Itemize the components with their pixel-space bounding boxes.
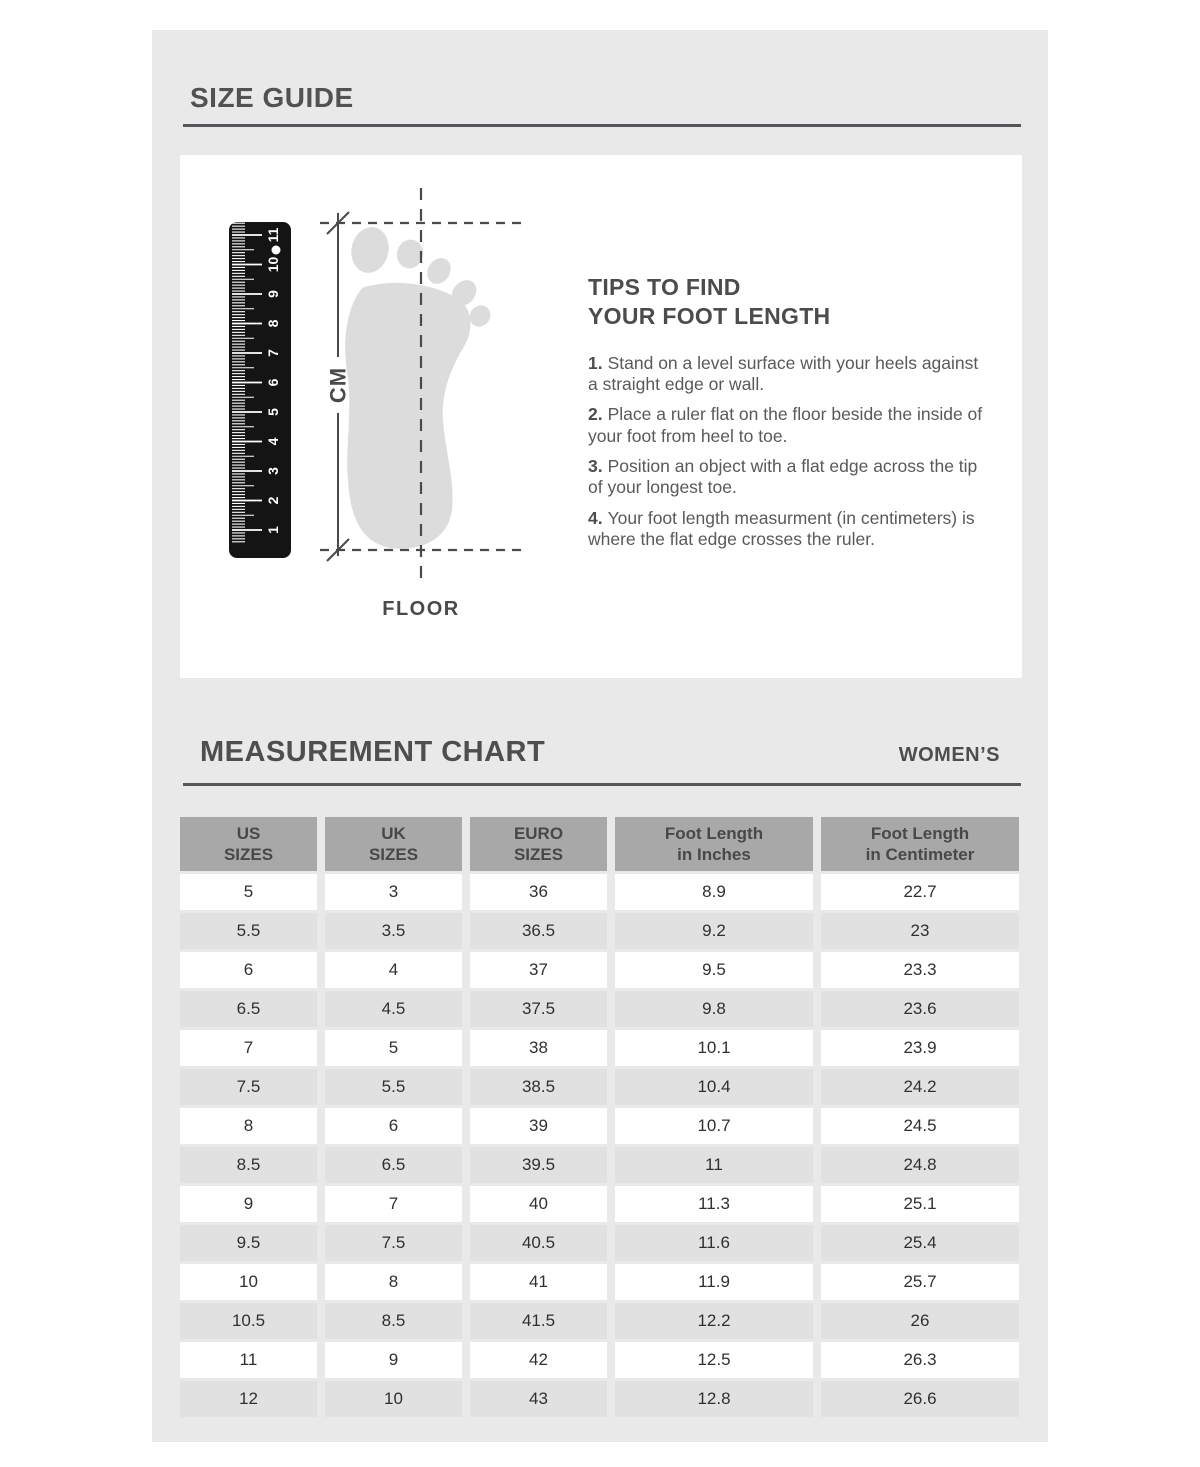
- size-cell: 10.7: [615, 1108, 813, 1144]
- size-cell: 11.6: [615, 1225, 813, 1261]
- size-cell: 24.8: [821, 1147, 1019, 1183]
- size-cell: 41.5: [470, 1303, 607, 1339]
- size-cell: 8: [180, 1108, 317, 1144]
- ruler-number: 1: [265, 526, 281, 534]
- size-cell: 4: [325, 952, 462, 988]
- table-column-header: Foot Length in Centimeter: [821, 817, 1019, 871]
- floor-label: FLOOR: [382, 598, 460, 620]
- tips-heading-line1: TIPS TO FIND: [588, 274, 741, 300]
- size-cell: 43: [470, 1381, 607, 1417]
- ruler-number: 7: [265, 349, 281, 357]
- size-cell: 5: [180, 874, 317, 910]
- ruler-number: 8: [265, 319, 281, 328]
- size-cell: 7.5: [180, 1069, 317, 1105]
- size-cell: 25.4: [821, 1225, 1019, 1261]
- tips-heading-line2: YOUR FOOT LENGTH: [588, 302, 831, 329]
- size-cell: 9.5: [180, 1225, 317, 1261]
- tip-item: 1. Stand on a level surface with your heels against a straight edge or wall.: [588, 352, 979, 394]
- measurement-chart-header: [200, 736, 1018, 769]
- table-column-header: UK SIZES: [325, 817, 462, 871]
- size-cell: 12: [180, 1381, 317, 1417]
- size-cell: 11.3: [615, 1186, 813, 1222]
- size-cell: 8.5: [180, 1147, 317, 1183]
- size-cell: 10: [325, 1381, 462, 1417]
- size-guide-card: [152, 30, 1048, 1442]
- size-cell: 8.9: [615, 874, 813, 910]
- size-cell: 7.5: [325, 1225, 462, 1261]
- tip-item: 2. Place a ruler flat on the floor beside the inside of your foot from heel to toe.: [588, 404, 983, 446]
- table-column-header: EURO SIZES: [470, 817, 607, 871]
- tips-list: [588, 353, 990, 551]
- ruler-number: 2: [265, 496, 281, 505]
- size-cell: 5.5: [325, 1069, 462, 1105]
- size-cell: 22.7: [821, 874, 1019, 910]
- gender-label: WOMEN’S: [898, 744, 1000, 766]
- size-cell: 12.2: [615, 1303, 813, 1339]
- size-cell: 10.1: [615, 1030, 813, 1066]
- size-cell: 5.5: [180, 913, 317, 949]
- table-column-header: US SIZES: [180, 817, 317, 871]
- size-cell: 42: [470, 1342, 607, 1378]
- size-cell: 23.3: [821, 952, 1019, 988]
- size-cell: 24.5: [821, 1108, 1019, 1144]
- size-cell: 9: [180, 1186, 317, 1222]
- size-cell: 39.5: [470, 1147, 607, 1183]
- size-cell: 8.5: [325, 1303, 462, 1339]
- ruler-number: 3: [265, 467, 281, 475]
- measurement-chart-title: MEASUREMENT CHART: [200, 736, 546, 768]
- tips-section: [588, 273, 990, 559]
- title-divider: [183, 124, 1021, 127]
- size-cell: 23.9: [821, 1030, 1019, 1066]
- size-cell: 11: [180, 1342, 317, 1378]
- size-cell: 26.6: [821, 1381, 1019, 1417]
- tips-heading: [588, 273, 990, 331]
- size-cell: 6: [180, 952, 317, 988]
- size-cell: 10: [180, 1264, 317, 1300]
- size-cell: 10.4: [615, 1069, 813, 1105]
- size-cell: 36: [470, 874, 607, 910]
- size-cell: 25.7: [821, 1264, 1019, 1300]
- size-cell: 23.6: [821, 991, 1019, 1027]
- size-cell: 8: [325, 1264, 462, 1300]
- ruler-number: 10: [265, 256, 281, 273]
- ruler-number: 5: [265, 408, 281, 416]
- ruler-icon: [229, 222, 291, 558]
- size-cell: 6.5: [325, 1147, 462, 1183]
- size-cell: 38: [470, 1030, 607, 1066]
- size-cell: 6: [325, 1108, 462, 1144]
- size-cell: 9.2: [615, 913, 813, 949]
- size-cell: 12.5: [615, 1342, 813, 1378]
- ruler-number: 11: [265, 227, 281, 243]
- size-cell: 7: [180, 1030, 317, 1066]
- size-cell: 26: [821, 1303, 1019, 1339]
- size-cell: 41: [470, 1264, 607, 1300]
- size-cell: 40.5: [470, 1225, 607, 1261]
- size-cell: 3.5: [325, 913, 462, 949]
- ruler-number: 9: [265, 290, 281, 298]
- size-cell: 6.5: [180, 991, 317, 1027]
- tip-item: 4. Your foot length measurment (in centimeters) is where the flat edge crosses the ruler.: [588, 507, 975, 549]
- size-cell: 5: [325, 1030, 462, 1066]
- size-cell: 25.1: [821, 1186, 1019, 1222]
- size-cell: 11.9: [615, 1264, 813, 1300]
- size-cell: 9.5: [615, 952, 813, 988]
- size-cell: 10.5: [180, 1303, 317, 1339]
- size-table: [180, 817, 1021, 1417]
- size-cell: 23: [821, 913, 1019, 949]
- table-column-header: Foot Length in Inches: [615, 817, 813, 871]
- cm-label: CM: [325, 366, 351, 404]
- size-cell: 3: [325, 874, 462, 910]
- size-cell: 26.3: [821, 1342, 1019, 1378]
- foot-measurement-diagram: [180, 155, 1022, 678]
- ruler-number: 6: [265, 378, 281, 387]
- size-cell: 12.8: [615, 1381, 813, 1417]
- chart-divider: [183, 783, 1021, 786]
- size-cell: 38.5: [470, 1069, 607, 1105]
- ruler-hole: [272, 246, 281, 255]
- size-cell: 9: [325, 1342, 462, 1378]
- size-cell: 40: [470, 1186, 607, 1222]
- size-cell: 11: [615, 1147, 813, 1183]
- ruler-number: 4: [265, 437, 281, 446]
- size-cell: 37.5: [470, 991, 607, 1027]
- size-cell: 36.5: [470, 913, 607, 949]
- size-cell: 7: [325, 1186, 462, 1222]
- tip-item: 3. Position an object with a flat edge across the tip of your longest toe.: [588, 455, 978, 498]
- size-cell: 37: [470, 952, 607, 988]
- size-cell: 24.2: [821, 1069, 1019, 1105]
- size-cell: 39: [470, 1108, 607, 1144]
- size-cell: 4.5: [325, 991, 462, 1027]
- page-title: SIZE GUIDE: [190, 82, 354, 113]
- size-cell: 9.8: [615, 991, 813, 1027]
